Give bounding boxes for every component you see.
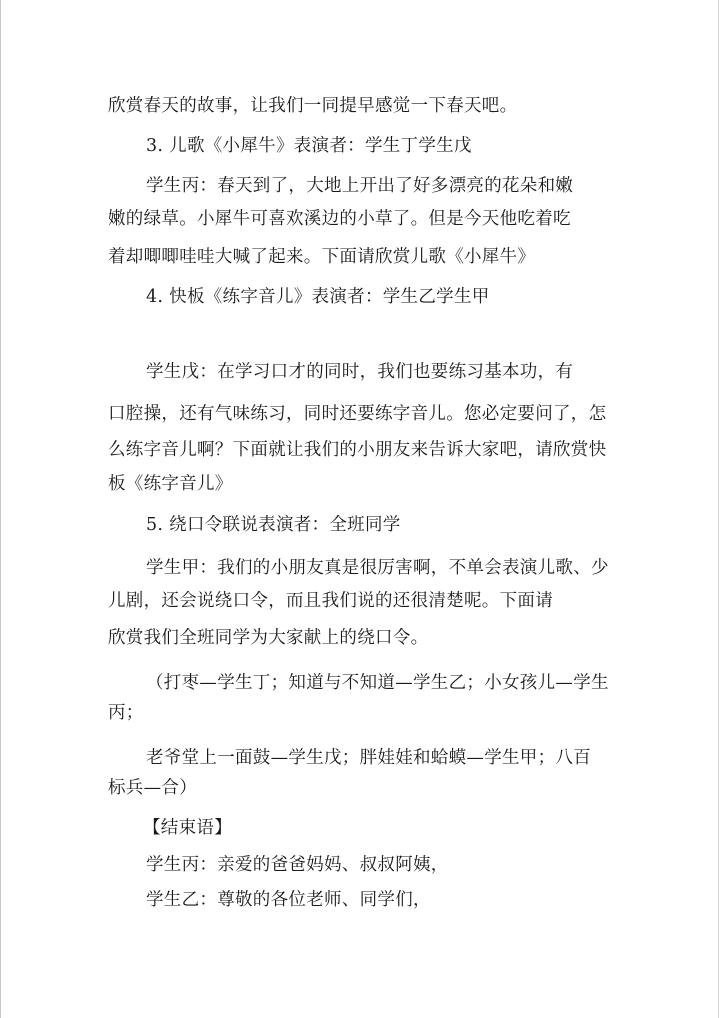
text-line: 标兵—合） [108, 778, 197, 798]
text-line: （打枣—学生丁；知道与不知道—学生乙；小女孩儿—学生 [146, 673, 609, 693]
section-heading-4: 4. 快板《练字音儿》表演者：学生乙学生甲 [146, 287, 490, 307]
closing-heading: 【结束语】 [143, 818, 232, 838]
page-border-left [0, 0, 1, 1018]
text-line: 学生乙：尊敬的各位老师、同学们， [146, 890, 431, 910]
text-line: 嫩的绿草。小犀牛可喜欢溪边的小草了。但是今天他吃着吃 [108, 209, 571, 229]
text-line: 着却唧唧哇哇大喊了起来。下面请欣赏儿歌《小犀牛》 [108, 247, 536, 267]
text-line: 欣赏我们全班同学为大家献上的绕口令。 [108, 628, 429, 648]
text-line: 口腔操，还有气味练习，同时还要练字音儿。您必定要问了，怎 [108, 404, 607, 424]
text-line: 么练字音儿啊？下面就让我们的小朋友来告诉大家吧，请欣赏快 [108, 440, 607, 460]
section-heading-3: 3. 儿歌《小犀牛》表演者：学生丁学生戊 [146, 136, 472, 156]
text-line: 欣赏春天的故事，让我们一同提早感觉一下春天吧。 [108, 96, 518, 116]
text-line: 老爷堂上一面鼓—学生戊；胖娃娃和蛤蟆—学生甲；八百 [146, 748, 591, 768]
text-line: 儿剧，还会说绕口令，而且我们说的还很清楚呢。下面请 [108, 591, 553, 611]
text-line: 学生戊：在学习口才的同时，我们也要练习基本功，有 [146, 362, 574, 382]
text-line: 丙； [108, 703, 144, 723]
text-line: 学生甲：我们的小朋友真是很厉害啊，不单会表演儿歌、少 [146, 558, 609, 578]
text-line: 学生丙：春天到了，大地上开出了好多漂亮的花朵和嫩 [146, 176, 574, 196]
text-line: 板《练字音儿》 [108, 474, 233, 494]
page-border-right [718, 0, 719, 1018]
section-heading-5: 5. 绕口令联说表演者：全班同学 [146, 515, 401, 535]
text-line: 学生丙：亲爱的爸爸妈妈、叔叔阿姨， [146, 855, 449, 875]
